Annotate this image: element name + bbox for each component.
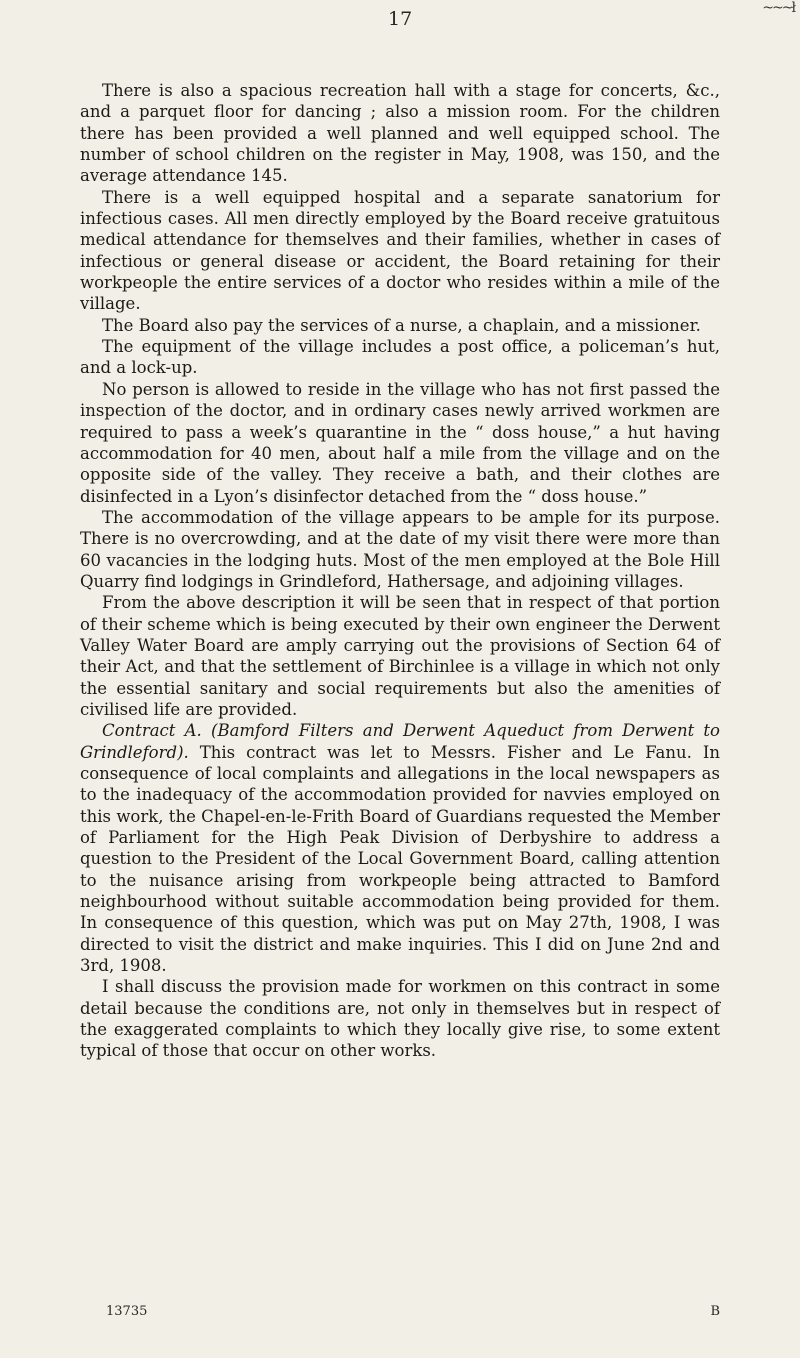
paragraph-quarantine: No person is allowed to reside in the village who has not first passed the inspection of the doctor, and in ordinary cases newly arrived workmen are required to pass a week’s quarantine in the “ doss house,” a hut having accommodation for 40 men, about half a mile from the village and on the opposite side of the valley. They receive a bath, and their clothes are disinfected in a Lyon’s disinfector detached from the “ doss house.” — [80, 379, 720, 506]
paragraph-recreation-hall: There is also a spacious recreation hall with a stage for concerts, &c., and a parquet floor for dancing ; also a mission room. For the children there has been provided a well planned and well equipped school. The number of school children on the register in May, 1908, was 150, and the average attendance 145. — [80, 81, 720, 186]
signature-mark: B — [710, 1304, 720, 1319]
print-code: 13735 — [106, 1304, 148, 1319]
page-number: 17 — [388, 8, 413, 30]
corner-mark: ~~~ł — [762, 0, 794, 16]
contract-heading: Contract A. (Bamford Filters and Derwent Aqueduct from Derwent to Grindleford). — [80, 721, 720, 762]
paragraph-closing: I shall discuss the provision made for workmen on this contract in some detail because the conditions are, not only in themselves but in respect of the exaggerated complaints to which they locally give rise, to some extent typical of those that occur on other works. — [80, 977, 720, 1061]
paragraph-equipment: The equipment of the village includes a post office, a policeman’s hut, and a lock-up. — [80, 337, 720, 378]
body-text — [80, 80, 720, 1062]
paragraph-conclusion: From the above description it will be seen that in respect of that portion of their scheme which is being executed by their own engineer the Derwent Valley Water Board are amply carrying out the provisions of Section 64 of their Act, and that the settlement of Birchinlee is a village in which not only the essential sanitary and social requirements but also the amenities of civilised life are provided. — [80, 593, 720, 719]
contract-text: This contract was let to Messrs. Fisher and Le Fanu. In consequence of local complaints and allegations in the local newspapers as to the inadequacy of the accommodation provided for navvies employed on this work, the Chapel-en-le-Frith Board of Guardians requested the Member of Parliament for the High Peak Division of Derbyshire to address a question to the President of the Local Government Board, calling attention to the nuisance arising from workpeople being attracted to Bamford neighbourhood without suitable accommodation being provided for them. In consequence of this question, which was put on May 27th, 1908, I was directed to visit the district and make inquiries. This I did on June 2nd and 3rd, 1908. — [80, 742, 720, 976]
paragraph-hospital: There is a well equipped hospital and a separate sanatorium for infectious cases. All men directly employed by the Board receive gratuitous medical attendance for themselves and their families, whether in cases of infectious or general disease or accident, the Board retaining for their workpeople the entire services of a doctor who resides within a mile of the village. — [80, 187, 720, 314]
paragraph-contract-a — [80, 720, 720, 976]
paragraph-nurse-chaplain: The Board also pay the services of a nurse, a chaplain, and a missioner. — [102, 315, 701, 335]
paragraph-accommodation: The accommodation of the village appears to be ample for its purpose. There is no overcrowding, and at the date of my visit there were more than 60 vacancies in the lodging huts. Most of the men employed at the Bole Hill Quarry find lodgings in Grindleford, Hathersage, and adjoining villages. — [80, 507, 720, 591]
